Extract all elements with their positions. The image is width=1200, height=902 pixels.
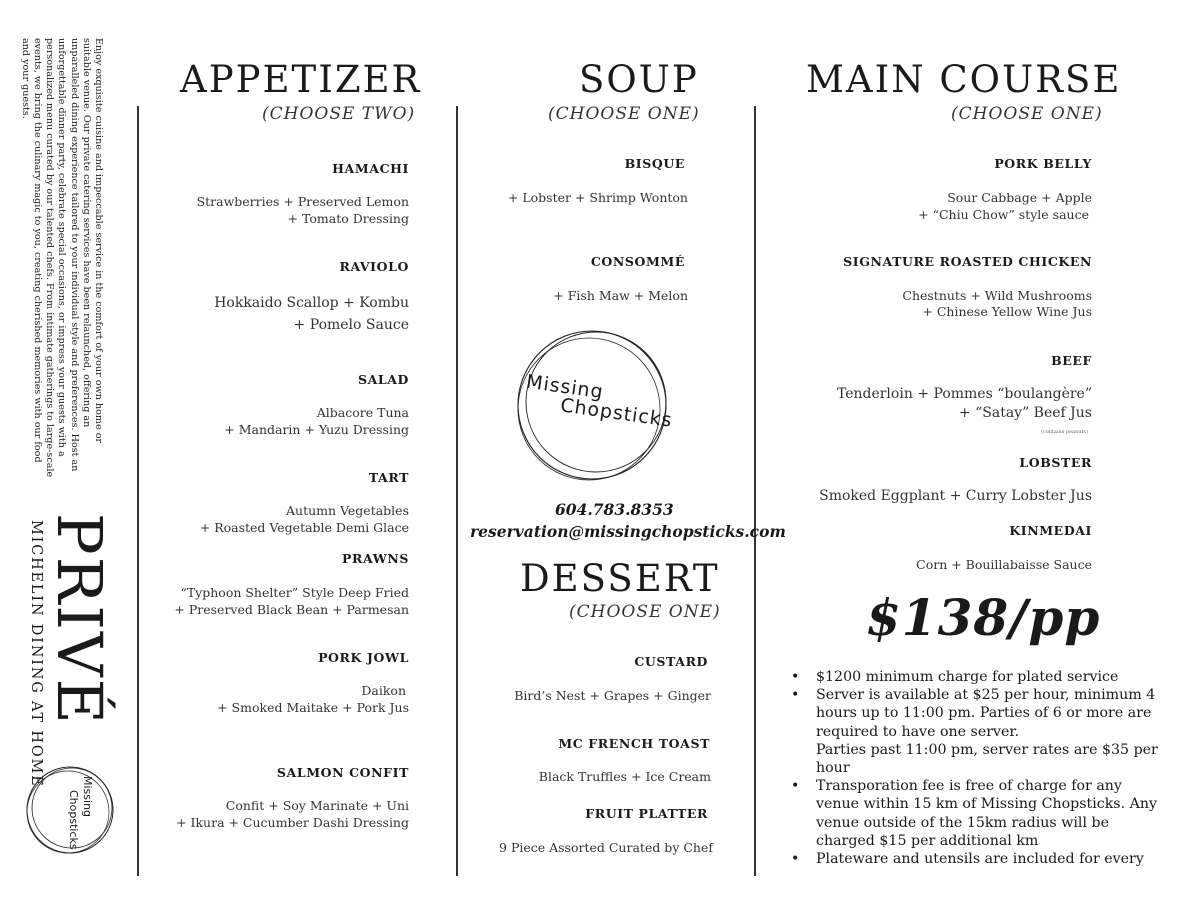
terms-item: • Server is available at $25 per hour, minimum 4 hours up to 11:00 pm. Parties of 6 or more are required to have one server. xyxy=(789,686,1169,741)
main-course-title: MAIN COURSE xyxy=(806,58,1122,101)
dish-description: 9 Piece Assorted Curated by Chef xyxy=(499,840,713,855)
dish-description: + “Chiu Chow” style sauce xyxy=(918,207,1089,222)
dish-name: PORK JOWL xyxy=(318,650,409,665)
dish-description: Hokkaido Scallop + Kombu xyxy=(214,295,409,311)
dish-name: CUSTARD xyxy=(634,654,708,669)
dish-description: + Smoked Maitake + Pork Jus xyxy=(217,700,409,715)
dish-name: SIGNATURE ROASTED CHICKEN xyxy=(843,254,1092,269)
small-logo xyxy=(22,762,118,858)
soup-subtitle: (CHOOSE ONE) xyxy=(548,104,700,124)
divider-1 xyxy=(137,106,139,876)
terms-list xyxy=(789,668,1169,868)
logo-line1: Missing xyxy=(524,370,606,404)
divider-3 xyxy=(754,106,756,876)
main-course-subtitle: (CHOOSE ONE) xyxy=(951,104,1103,124)
terms-item: • $1200 minimum charge for plated service xyxy=(789,668,1169,686)
dessert-subtitle: (CHOOSE ONE) xyxy=(569,602,721,622)
dish-description: Corn + Bouillabaisse Sauce xyxy=(916,557,1092,572)
dish-description: + Lobster + Shrimp Wonton xyxy=(507,190,688,205)
dish-description: Black Truffles + Ice Cream xyxy=(538,769,711,784)
dish-description: Sour Cabbage + Apple xyxy=(947,190,1092,205)
dish-description: Confit + Soy Marinate + Uni xyxy=(225,798,409,813)
dish-name: TART xyxy=(368,470,409,485)
dish-description: + Chinese Yellow Wine Jus xyxy=(922,304,1092,319)
dish-description: Autumn Vegetables xyxy=(286,503,409,518)
dessert-title: DESSERT xyxy=(520,557,720,600)
small-logo-line2: Chopsticks xyxy=(67,790,80,850)
allergy-note: (contains peanuts) xyxy=(1040,429,1088,435)
dish-name: KINMEDAI xyxy=(1009,523,1092,538)
terms-item: Parties past 11:00 pm, server rates are $35 per hour xyxy=(816,741,1158,777)
dish-name: RAVIOLO xyxy=(339,259,409,274)
dish-description: Chestnuts + Wild Mushrooms xyxy=(902,288,1092,303)
dish-description: Tenderloin + Pommes “boulangère” xyxy=(836,386,1092,402)
price-per-person: $138/pp xyxy=(866,588,1101,647)
dish-description: Bird’s Nest + Grapes + Ginger xyxy=(514,688,711,703)
brand-title: PRIVÉ xyxy=(43,513,116,726)
dish-description: + Preserved Black Bean + Parmesan xyxy=(174,602,409,617)
dish-name: CONSOMMÉ xyxy=(590,254,685,269)
dish-description: + “Satay” Beef Jus xyxy=(958,405,1092,421)
dish-description: + Fish Maw + Melon xyxy=(553,288,688,303)
small-logo-line1: Missing xyxy=(81,776,94,818)
dish-description: Smoked Eggplant + Curry Lobster Jus xyxy=(819,488,1092,504)
restaurant-logo xyxy=(508,322,678,487)
dish-name: BEEF xyxy=(1051,353,1092,368)
dish-name: FRUIT PLATTER xyxy=(585,806,708,821)
dish-description: + Pomelo Sauce xyxy=(293,317,409,333)
dish-name: PRAWNS xyxy=(342,551,409,566)
side-panel xyxy=(0,0,130,902)
dish-description: “Typhoon Shelter” Style Deep Fried xyxy=(180,585,409,600)
dish-description: Albacore Tuna xyxy=(316,405,409,420)
dish-name: BISQUE xyxy=(624,156,685,171)
dish-name: MC FRENCH TOAST xyxy=(558,736,710,751)
phone-number[interactable]: 604.783.8353 xyxy=(555,500,674,519)
dish-description: + Roasted Vegetable Demi Glace xyxy=(199,520,409,535)
dish-name: HAMACHI xyxy=(332,161,409,176)
dish-name: SALAD xyxy=(357,372,409,387)
terms-item: • Transporation fee is free of charge for any venue within 15 km of Missing Chopsticks. Any venue outside of the 15km radius will be charged $15 per additional km xyxy=(789,777,1169,850)
dish-name: SALMON CONFIT xyxy=(276,765,409,780)
intro-text: Enjoy exquisite cuisine and impeccable service in the comfort of your own home or suitable venue. Our private catering services have been relaunched, offering an unparalleled dining experience tailored to your individual style and preferences. Host an unforgettable dinner party, celebrate special occasions, or impress your guests with a personalized menu curated by our talented chefs. From intimate gatherings to large-scale events, we bring the culinary magic to you, creating cherished memories with our food and your guests. xyxy=(19,38,104,478)
dish-description: + Mandarin + Yuzu Dressing xyxy=(224,422,409,437)
dish-description: + Ikura + Cucumber Dashi Dressing xyxy=(176,815,409,830)
dish-description: + Tomato Dressing xyxy=(287,211,409,226)
dish-name: PORK BELLY xyxy=(994,156,1092,171)
appetizer-title: APPETIZER xyxy=(180,58,422,101)
dish-description: Strawberries + Preserved Lemon xyxy=(196,194,409,209)
email-address[interactable]: reservation@missingchopsticks.com xyxy=(470,522,786,541)
dish-description: Daikon xyxy=(361,683,406,698)
logo-line2: Chopsticks xyxy=(559,394,674,432)
dish-name: LOBSTER xyxy=(1019,455,1092,470)
divider-2 xyxy=(456,106,458,876)
soup-title: SOUP xyxy=(579,58,699,101)
appetizer-subtitle: (CHOOSE TWO) xyxy=(262,104,416,124)
brand-tagline: MICHELIN DINING AT HOME xyxy=(28,520,44,788)
terms-item: • Plateware and utensils are included for every xyxy=(789,850,1169,868)
